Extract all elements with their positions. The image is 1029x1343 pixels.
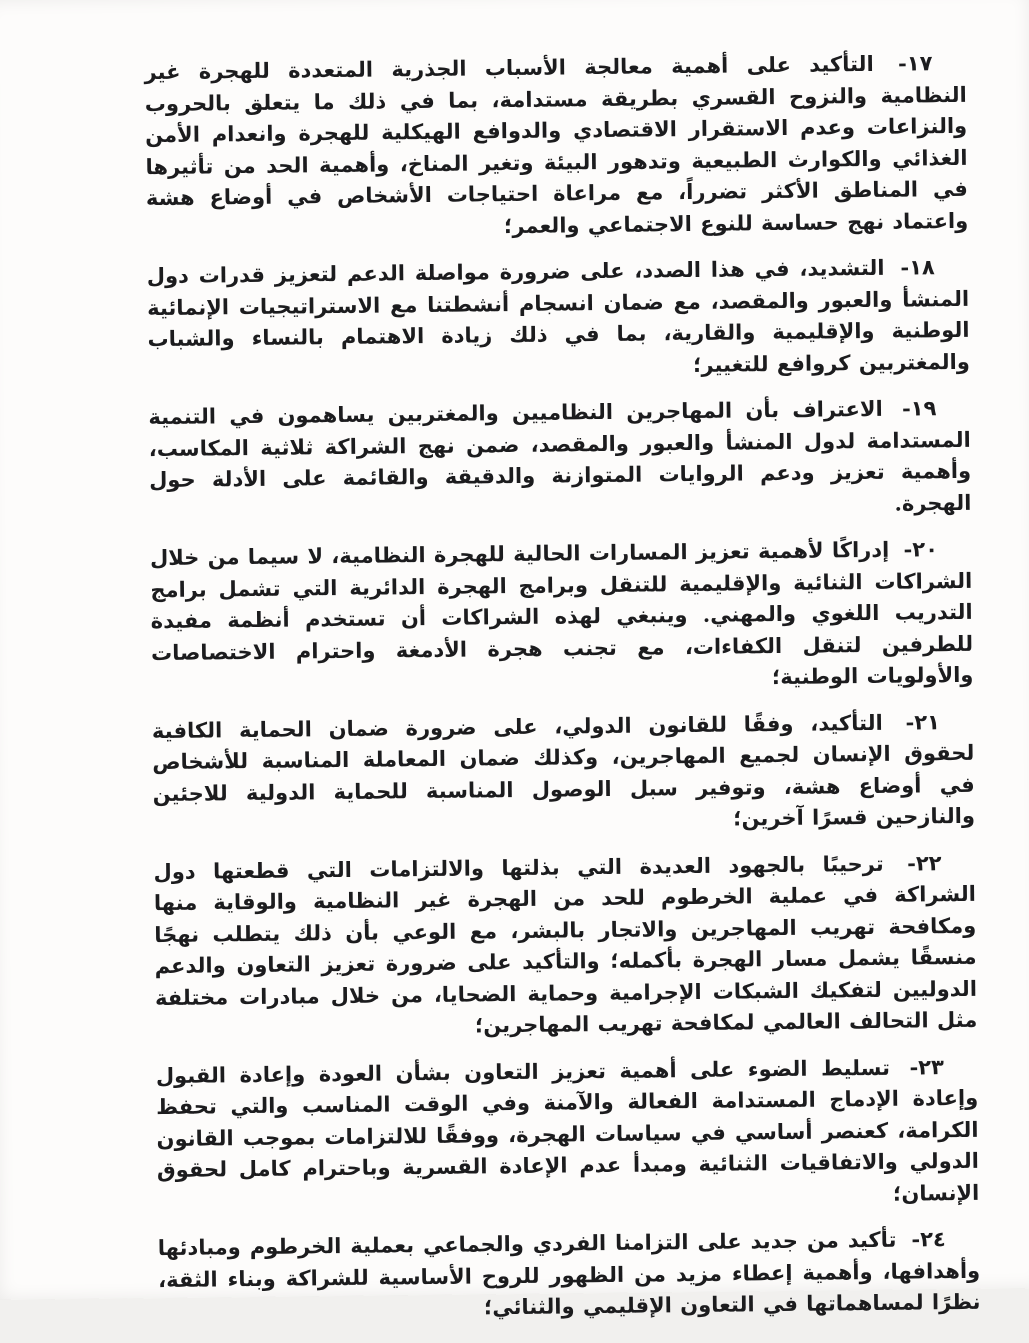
paragraph-separator: -	[905, 1226, 920, 1251]
paragraph-18	[147, 251, 970, 386]
paragraph-22	[153, 846, 977, 1044]
paragraph-19	[148, 392, 971, 527]
paragraph-number: ١٨	[909, 254, 935, 279]
document-text-block	[144, 47, 981, 1342]
paragraph-20	[150, 533, 974, 700]
paragraph-separator: -	[899, 709, 914, 734]
paragraph-number: ٢٤	[920, 1226, 946, 1251]
paragraph-17	[144, 47, 968, 245]
paragraph-24	[158, 1223, 981, 1327]
paragraph-separator: -	[894, 254, 909, 279]
paragraph-23	[156, 1050, 980, 1217]
paragraph-text: إدراكًا لأهمية تعزيز المسارات الحالية للهجرة النظامية، لا سيما من خلال الشراكات الثنائية والإقليمية للتنقل وبرامج الهجرة الدائرية التي تشمل برامج التدريب اللغوي والمهني. وينبغي لهذه الشراكات أن تستخدم أنظمة مفيدة للطرفين لتنقل الكفاءات، مع تجنب هجرة الأدمغة واحترام الاختصاصات والأولويات الوطنية؛	[150, 537, 974, 689]
paragraph-text: التأكيد، وفقًا للقانون الدولي، على ضرورة ضمان الحماية الكافية لحقوق الإنسان لجميع المهاجرين، وكذلك ضمان المعاملة المناسبة للأشخاص في أوضاع هشة، وتوفير سبل الوصول المناسبة للحماية الدولية للاجئين والنازحين قسرًا آخرين؛	[152, 709, 975, 830]
paragraph-number: ٢٢	[916, 850, 942, 875]
paragraph-number: ١٧	[907, 50, 933, 75]
paragraph-separator: -	[901, 850, 916, 875]
paragraph-separator: -	[897, 536, 912, 561]
paragraph-number: ٢٠	[912, 536, 938, 561]
paragraph-separator: -	[903, 1054, 918, 1079]
paragraph-text: الاعتراف بأن المهاجرين النظاميين والمغتربين يساهمون في التنمية المستدامة لدول المنشأ والعبور والمقصد، ضمن نهج الشراكة ثلاثية المكاسب، وأهمية تعزيز ودعم الروايات المتوازنة والدقيقة والقائمة على الأدلة حول الهجرة.	[148, 396, 971, 515]
paragraph-number: ١٩	[911, 395, 937, 420]
paragraph-number: ٢١	[914, 709, 940, 734]
paragraph-separator: -	[892, 51, 907, 76]
paragraph-text: ترحيبًا بالجهود العديدة التي بذلتها والالتزامات التي قطعتها دول الشراكة في عملية الخرطوم للحد من الهجرة غير النظامية والوقاية منها ومكافحة تهريب المهاجرين والاتجار بالبشر، مع الوعي بأن ذلك يتطلب نهجًا منسقًا يشمل مسار الهجرة بأكمله؛ والتأكيد على ضرورة تعزيز التعاون والدعم الدوليين لتفكيك الشبكات الإجرامية وحماية الضحايا، من خلال مبادرات مختلفة مثل التحالف العالمي لمكافحة تهريب المهاجرين؛	[153, 850, 977, 1037]
paragraph-text: تأكيد من جديد على التزامنا الفردي والجماعي بعملية الخرطوم ومبادئها وأهدافها، وأهمية إعطاء مزيد من الظهور للروح الأساسية للشراكة وبناء الثقة، نظرًا لمساهماتها في التعاون الإقليمي والثنائي؛	[158, 1227, 981, 1320]
paragraph-text: التأكيد على أهمية معالجة الأسباب الجذرية المتعددة للهجرة غير النظامية والنزوح القسري بطريقة مستدامة، بما في ذلك ما يتعلق بالحروب والنزاعات وعدم الاستقرار الاقتصادي والدوافع الهيكلية للهجرة وانعدام الأمن الغذائي والكوارث الطبيعية وتدهور البيئة وتغير المناخ، وأهمية الحد من تأثيرها في المناطق الأكثر تضرراً، مع مراعاة احتياجات الأشخاص في أوضاع هشة واعتماد نهج حساسة للنوع الاجتماعي والعمر؛	[144, 51, 968, 238]
paragraph-21	[152, 705, 975, 840]
paragraph-text: التشديد، في هذا الصدد، على ضرورة مواصلة الدعم لتعزيز قدرات دول المنشأ والعبور والمقصد، مع ضمان انسجام أنشطتنا مع الاستراتيجيات الإنمائية الوطنية والإقليمية والقارية، بما في ذلك زيادة الاهتمام بالنساء والشباب والمغتربين كروافع للتغيير؛	[147, 255, 970, 377]
paragraph-separator: -	[896, 395, 911, 420]
paragraph-number: ٢٣	[918, 1054, 944, 1079]
paragraph-text: تسليط الضوء على أهمية تعزيز التعاون بشأن العودة وإعادة القبول وإعادة الإدماج المستدامة الفعالة والآمنة وفي الوقت المناسب والتي تحفظ الكرامة، كعنصر أساسي في سياسات الهجرة، ووفقًا للالتزامات بموجب القانون الدولي والاتفاقيات الثنائية ومبدأ عدم الإعادة القسرية وباحترام كامل لحقوق الإنسان؛	[156, 1054, 980, 1205]
